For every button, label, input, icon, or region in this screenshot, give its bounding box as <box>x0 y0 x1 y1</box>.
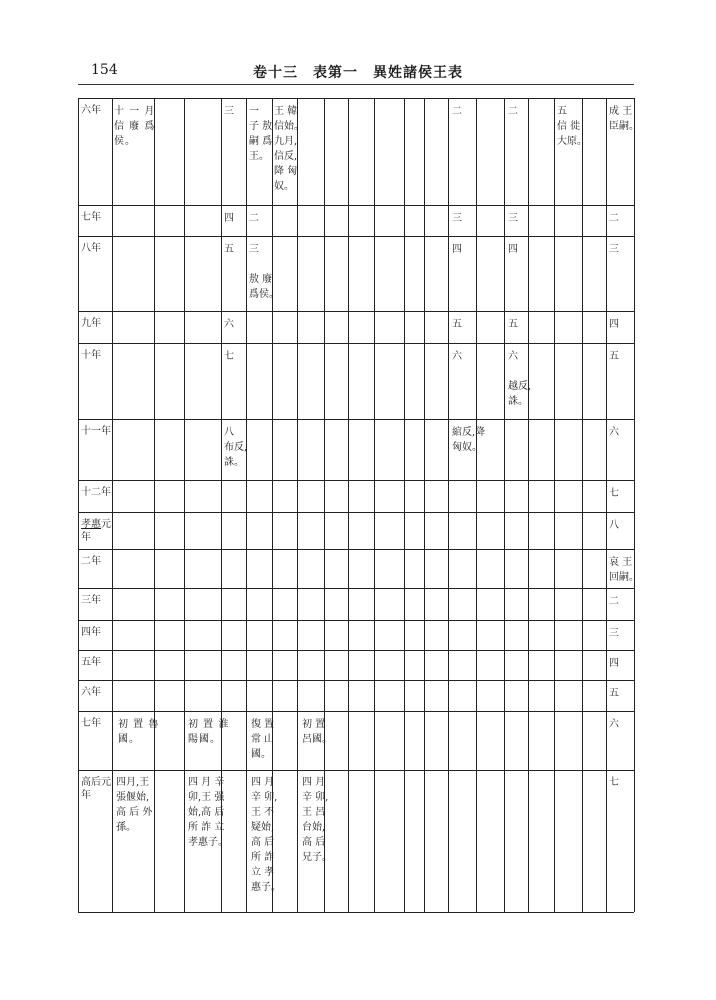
table-cell-text: 四 月 辛 卯, 王 呂 台始, 高 后 兄子。 <box>302 777 332 863</box>
table-column-rule <box>424 98 425 912</box>
row-year-label: 六年 <box>81 687 101 698</box>
table-row-rule <box>78 620 634 621</box>
table-column-rule <box>246 98 247 912</box>
table-cell-text: 三 <box>508 213 518 224</box>
table-cell-text: 四 <box>452 244 462 255</box>
table-cell-text: 二 <box>249 213 259 224</box>
table-cell-text: 八 <box>609 520 619 531</box>
table-cell-text: 二 <box>609 596 619 607</box>
table-cell-text: 哀 王 回嗣。 <box>609 557 639 583</box>
table-row-rule <box>78 588 634 589</box>
row-year-label: 七年 <box>81 718 101 729</box>
table-cell-text: 三 敖 廢 爲侯。 <box>249 244 279 300</box>
row-year-label: 六年 <box>81 105 101 116</box>
table-row-rule <box>78 98 634 99</box>
row-year-label: 三年 <box>81 595 101 606</box>
table-cell-text: 七 <box>609 488 619 499</box>
row-year-label: 七年 <box>81 212 101 223</box>
table-cell-text: 四 <box>224 213 234 224</box>
table-cell-text: 七 <box>609 777 619 788</box>
row-year-label: 高后元 年 <box>81 777 111 801</box>
table-cell-text: 八 布反, 誅。 <box>224 427 248 468</box>
table-column-rule <box>154 98 155 912</box>
table-cell-text: 四月,王 張偃始, 高 后 外 孫。 <box>116 777 153 833</box>
table-cell-text: 六 <box>224 319 234 330</box>
table-cell-text: 五 信 徙 大原。 <box>557 106 587 147</box>
table-row-rule <box>78 770 634 771</box>
row-year-label: 十二年 <box>81 487 111 498</box>
table-cell-text: 六 <box>609 427 619 438</box>
table-row-rule <box>78 650 634 651</box>
page-number: 154 <box>91 62 118 78</box>
table-cell-text: 十 一 月 信 廢 爲 侯。 <box>114 106 156 147</box>
table-cell-text: 王 韓 信始。 九月, 信反, 降 匈 奴。 <box>274 106 304 192</box>
table-cell-text: 五 <box>224 244 234 255</box>
table-column-rule <box>297 98 298 912</box>
table-cell-text: 三 <box>609 628 619 639</box>
table-row-rule <box>78 419 634 420</box>
table-column-rule <box>476 98 477 912</box>
table-cell-text: 成 王 臣嗣。 <box>609 106 639 132</box>
table-cell-text: 初 置 淮 陽國。 <box>188 719 230 745</box>
row-year-label: 九年 <box>81 318 101 329</box>
table-column-rule <box>528 98 529 912</box>
row-year-label: 二年 <box>81 556 101 567</box>
table-cell-text: 二 <box>609 213 619 224</box>
table-cell-text: 四 月 辛 卯, 王 不 疑始, 高 后 所 詐 立 孝 惠子。 <box>251 777 281 893</box>
table-cell-text: 二 <box>452 106 462 117</box>
table-column-rule <box>634 98 635 912</box>
table-row-rule <box>78 311 634 312</box>
table-cell-text: 初 置 魯 國。 <box>118 719 160 745</box>
table-cell-text: 初 置 呂國。 <box>302 719 332 745</box>
header-rule <box>78 84 634 85</box>
table-row-rule <box>78 680 634 681</box>
table-cell-text: 四 <box>508 244 518 255</box>
row-year-label: 四年 <box>81 627 101 638</box>
table-cell-text: 四 <box>609 658 619 669</box>
table-row-rule <box>78 711 634 712</box>
row-year-label: 十一年 <box>81 426 111 437</box>
table-cell-text: 五 <box>609 688 619 699</box>
table-cell-text: 五 <box>452 319 462 330</box>
table-column-rule <box>404 98 405 912</box>
table-column-rule <box>78 98 79 912</box>
table-cell-text: 六 <box>452 351 462 362</box>
table-cell-text: 五 <box>508 319 518 330</box>
table-cell-text: 復 置 常 山 國。 <box>251 719 275 760</box>
table-cell-text: 六 <box>609 719 619 730</box>
table-column-rule <box>112 98 113 912</box>
table-row-rule <box>78 480 634 481</box>
table-cell-text: 三 <box>224 106 234 117</box>
row-year-label: 五年 <box>81 657 101 668</box>
table-column-rule <box>554 98 555 912</box>
table-column-rule <box>348 98 349 912</box>
table-cell-text: 二 <box>508 106 518 117</box>
row-year-label: 孝惠元 年 <box>81 519 111 543</box>
table-row-rule <box>78 236 634 237</box>
table-column-rule <box>606 98 607 912</box>
table-cell-text: 綰反,降 匈奴。 <box>452 427 486 453</box>
table-row-rule <box>78 343 634 344</box>
table-cell-text: 一 子 敖 嗣 爲 王。 <box>249 106 273 162</box>
table-column-rule <box>448 98 449 912</box>
row-year-label: 十年 <box>81 350 101 361</box>
table-row-rule <box>78 512 634 513</box>
running-head-title: 卷十三 表第一 異姓諸侯王表 <box>253 65 463 81</box>
table-column-rule <box>582 98 583 912</box>
table-row-rule <box>78 205 634 206</box>
table-column-rule <box>184 98 185 912</box>
table-cell-text: 六 越反, 誅。 <box>508 351 532 407</box>
table-cell-text: 三 <box>452 213 462 224</box>
row-year-label: 八年 <box>81 243 101 254</box>
table-column-rule <box>374 98 375 912</box>
table-column-rule <box>504 98 505 912</box>
table-cell-text: 七 <box>224 351 234 362</box>
table-row-rule <box>78 549 634 550</box>
table-cell-text: 四 月 辛 卯,王 强 始,高 后 所 詐 立 孝惠子。 <box>188 777 228 848</box>
table-row-rule <box>78 912 634 913</box>
table-cell-text: 三 <box>609 244 619 255</box>
table-cell-text: 五 <box>609 351 619 362</box>
table-cell-text: 四 <box>609 319 619 330</box>
